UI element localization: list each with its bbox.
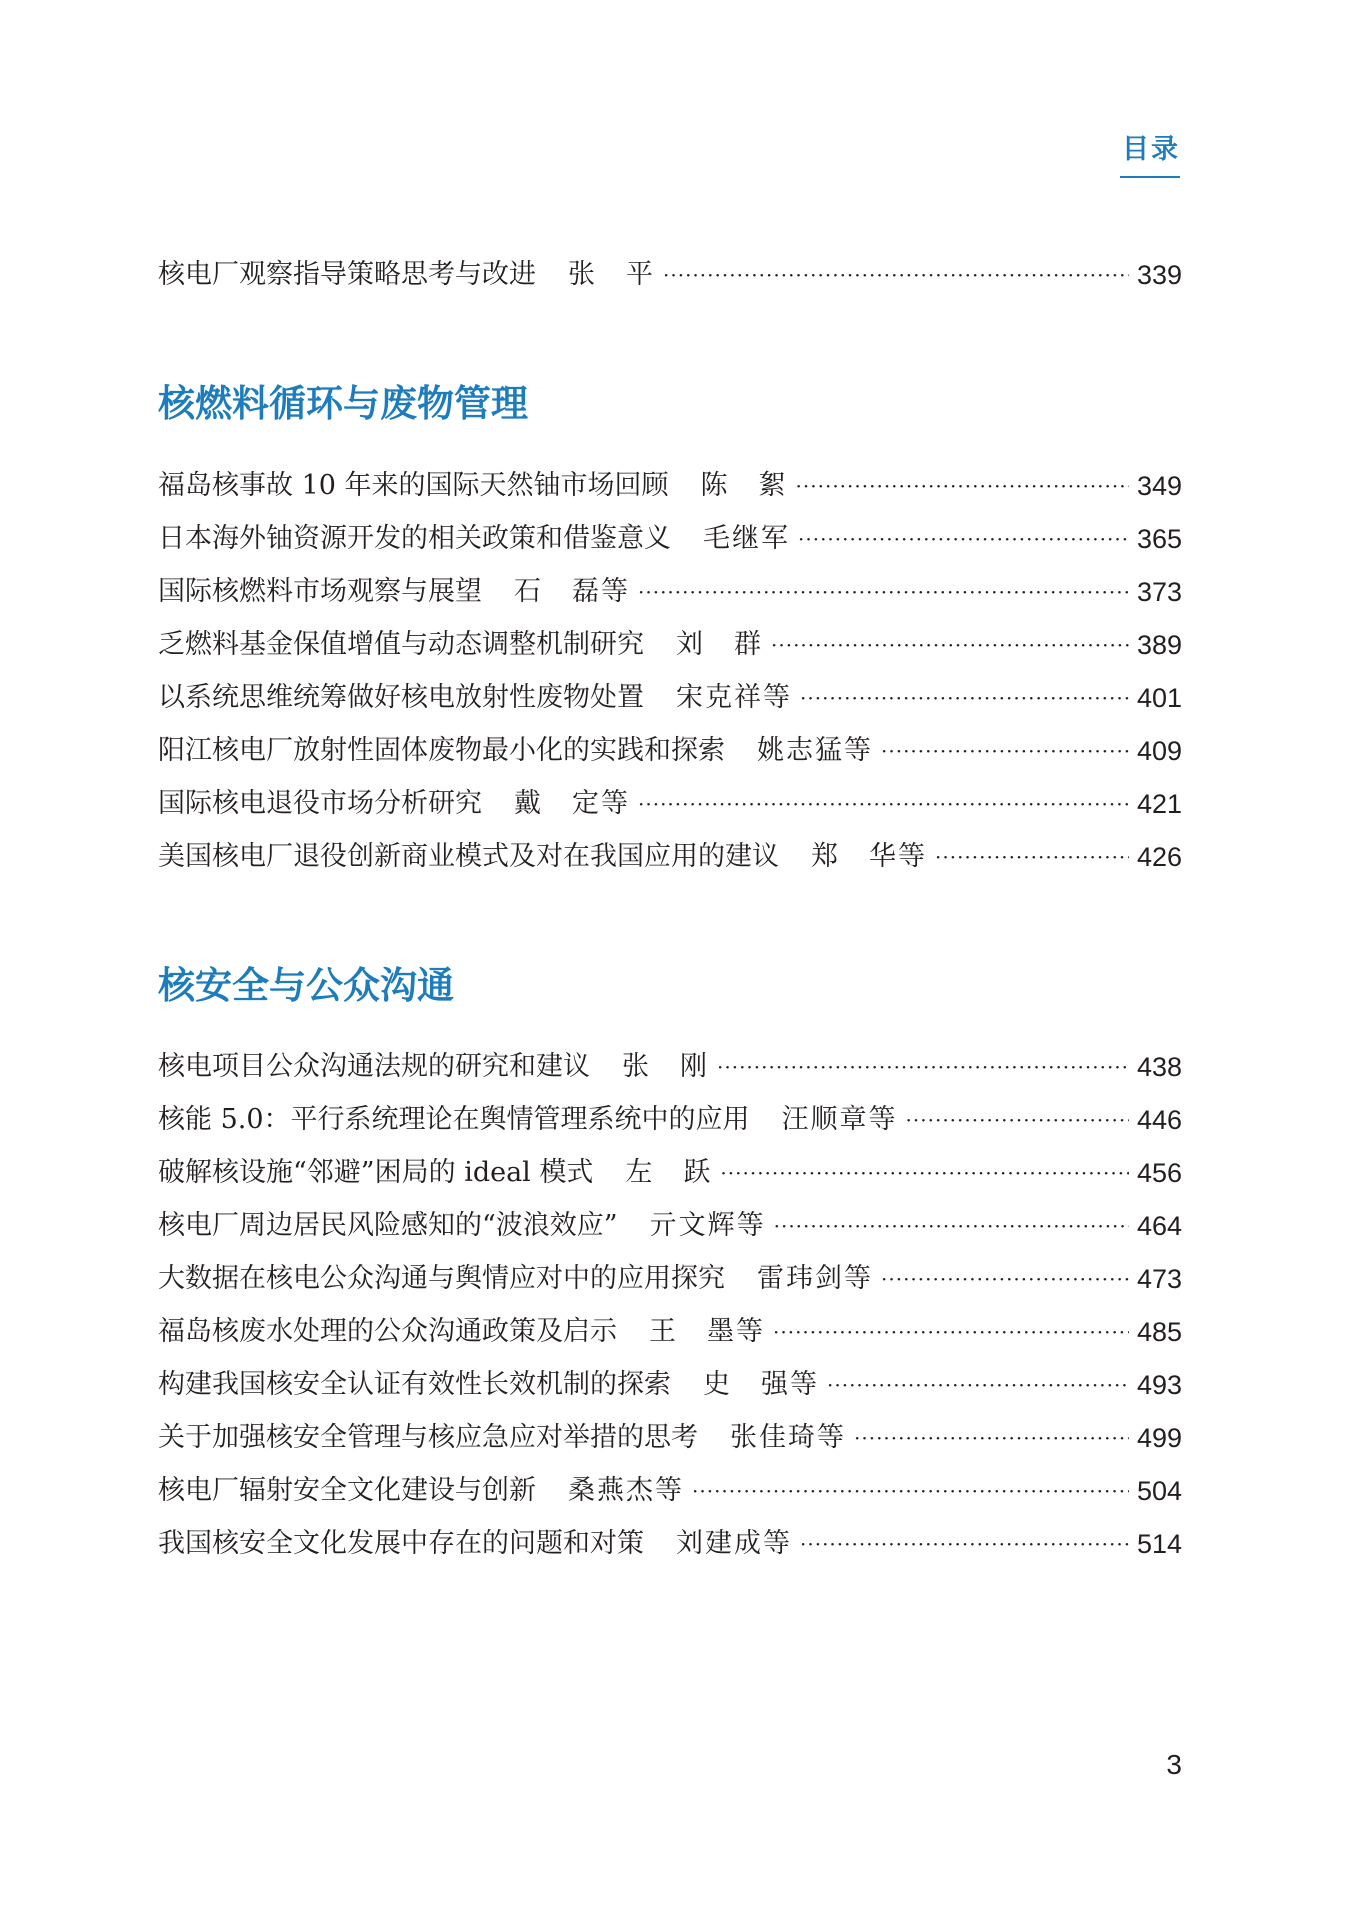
dot-leader (638, 572, 1129, 612)
dot-leader (827, 1365, 1129, 1405)
toc-entry-title: 福岛核废水处理的公众沟通政策及启示 (158, 1316, 617, 1347)
dot-leader (906, 1100, 1129, 1140)
toc-entry[interactable] (158, 625, 1182, 665)
dot-leader (800, 1524, 1129, 1564)
section-heading: 核安全与公众沟通 (158, 964, 454, 1007)
toc-entry[interactable] (158, 1206, 1182, 1246)
toc-entry[interactable] (158, 1418, 1182, 1458)
running-header (1120, 130, 1180, 178)
toc-entry-author: 石 磊等 (514, 576, 630, 607)
toc-entry-author: 宋克祥等 (676, 682, 792, 713)
toc-entry[interactable] (158, 1047, 1182, 1087)
toc-entry-page: 339 (1136, 260, 1182, 290)
dot-leader (881, 731, 1129, 771)
dot-leader (800, 678, 1129, 718)
toc-entry-title: 国际核电退役市场分析研究 (158, 788, 482, 819)
toc-entry-author: 雷玮剑等 (757, 1263, 873, 1294)
dot-leader (717, 1047, 1129, 1087)
toc-entry-author: 陈 絮 (700, 470, 788, 501)
toc-entry-page: 401 (1136, 683, 1182, 713)
dot-leader (638, 784, 1129, 824)
toc-entry-title: 关于加强核安全管理与核应急应对举措的思考 (158, 1422, 698, 1453)
toc-entry-author: 刘 群 (676, 629, 763, 660)
toc-entry-title: 核电项目公众沟通法规的研究和建议 (158, 1051, 590, 1082)
toc-entry[interactable] (158, 572, 1182, 612)
toc-entry[interactable] (158, 837, 1182, 877)
toc-entry-author: 戴 定等 (514, 788, 630, 819)
dot-leader (774, 1206, 1129, 1246)
toc-entry-title: 国际核燃料市场观察与展望 (158, 576, 482, 607)
toc-entry-author: 桑燕杰等 (568, 1475, 684, 1506)
toc-entry-page: 514 (1136, 1529, 1182, 1559)
toc-entry-title: 以系统思维统筹做好核电放射性废物处置 (158, 682, 644, 713)
toc-entry[interactable] (158, 731, 1182, 771)
toc-entry-title: 我国核安全文化发展中存在的问题和对策 (158, 1528, 644, 1559)
toc-entry-author: 王 墨等 (649, 1316, 765, 1347)
toc-entry-author: 刘建成等 (676, 1528, 792, 1559)
toc-entry-title: 阳江核电厂放射性固体废物最小化的实践和探索 (158, 735, 725, 766)
toc-entry-page: 504 (1136, 1476, 1182, 1506)
toc-entry-page: 409 (1136, 736, 1182, 766)
toc-entry-author: 姚志猛等 (757, 735, 873, 766)
toc-entry-page: 485 (1136, 1317, 1182, 1347)
toc-entry[interactable] (158, 1312, 1182, 1352)
toc-entry-title: 大数据在核电公众沟通与舆情应对中的应用探究 (158, 1263, 725, 1294)
dot-leader (692, 1471, 1129, 1511)
toc-entry[interactable] (158, 466, 1182, 506)
toc-entry-author: 左 跃 (625, 1157, 713, 1188)
toc-entry[interactable] (158, 519, 1182, 559)
toc-entry-page: 373 (1136, 577, 1182, 607)
toc-entry-author: 郑 华等 (811, 841, 927, 872)
toc-entry[interactable] (158, 1100, 1182, 1140)
dot-leader (773, 1312, 1129, 1352)
running-header-title: 目录 (1122, 134, 1180, 165)
toc-entry-page: 349 (1136, 471, 1182, 501)
toc-entry[interactable] (158, 1471, 1182, 1511)
toc-entry[interactable] (158, 1259, 1182, 1299)
toc-entry[interactable] (158, 1365, 1182, 1405)
toc-entry-title: 核能 5.0：平行系统理论在舆情管理系统中的应用 (158, 1104, 750, 1135)
toc-entry-page: 456 (1136, 1158, 1182, 1188)
toc-entry-page: 389 (1136, 630, 1182, 660)
dot-leader (935, 837, 1129, 877)
dot-leader (798, 519, 1129, 559)
toc-entry-page: 473 (1136, 1264, 1182, 1294)
toc-entry-title: 核电厂辐射安全文化建设与创新 (158, 1475, 536, 1506)
toc-entry-page: 426 (1136, 842, 1182, 872)
toc-entry-title: 乏燃料基金保值增值与动态调整机制研究 (158, 629, 644, 660)
toc-entry-page: 365 (1136, 524, 1182, 554)
toc-entry-title: 核电厂观察指导策略思考与改进 (158, 259, 536, 290)
section-heading: 核燃料循环与废物管理 (158, 382, 528, 425)
toc-entry-title: 构建我国核安全认证有效性长效机制的探索 (158, 1369, 671, 1400)
toc-entry[interactable] (158, 678, 1182, 718)
toc-entry-title: 美国核电厂退役创新商业模式及对在我国应用的建议 (158, 841, 779, 872)
toc-entry-page: 446 (1136, 1105, 1182, 1135)
dot-leader (720, 1153, 1129, 1193)
toc-entry-page: 438 (1136, 1052, 1182, 1082)
dot-leader (854, 1418, 1129, 1458)
toc-entry-author: 张 刚 (622, 1051, 709, 1082)
toc-entry-author: 汪顺章等 (781, 1104, 898, 1135)
dot-leader (796, 466, 1129, 506)
toc-entry-author: 张佳琦等 (730, 1422, 846, 1453)
toc-entry-author: 张 平 (568, 259, 655, 290)
toc-entry-page: 421 (1136, 789, 1182, 819)
toc-entry[interactable] (158, 1524, 1182, 1564)
toc-entry[interactable] (158, 255, 1182, 295)
toc-entry-author: 亓文辉等 (649, 1210, 766, 1241)
toc-entry-title: 福岛核事故 10 年来的国际天然铀市场回顾 (158, 470, 669, 501)
toc-entry-page: 493 (1136, 1370, 1182, 1400)
toc-entry-title: 核电厂周边居民风险感知的“波浪效应” (158, 1210, 618, 1241)
toc-entry-page: 464 (1136, 1211, 1182, 1241)
dot-leader (663, 255, 1129, 295)
toc-entry[interactable] (158, 1153, 1182, 1193)
dot-leader (771, 625, 1129, 665)
dot-leader (881, 1259, 1129, 1299)
header-underline (1120, 176, 1180, 178)
toc-entry[interactable] (158, 784, 1182, 824)
toc-entry-title: 破解核设施“邻避”困局的 ideal 模式 (158, 1157, 594, 1188)
toc-entry-author: 史 强等 (703, 1369, 819, 1400)
page-number: 3 (1166, 1749, 1182, 1780)
toc-entry-author: 毛继军 (703, 523, 790, 554)
toc-entry-title: 日本海外铀资源开发的相关政策和借鉴意义 (158, 523, 671, 554)
toc-entry-page: 499 (1136, 1423, 1182, 1453)
